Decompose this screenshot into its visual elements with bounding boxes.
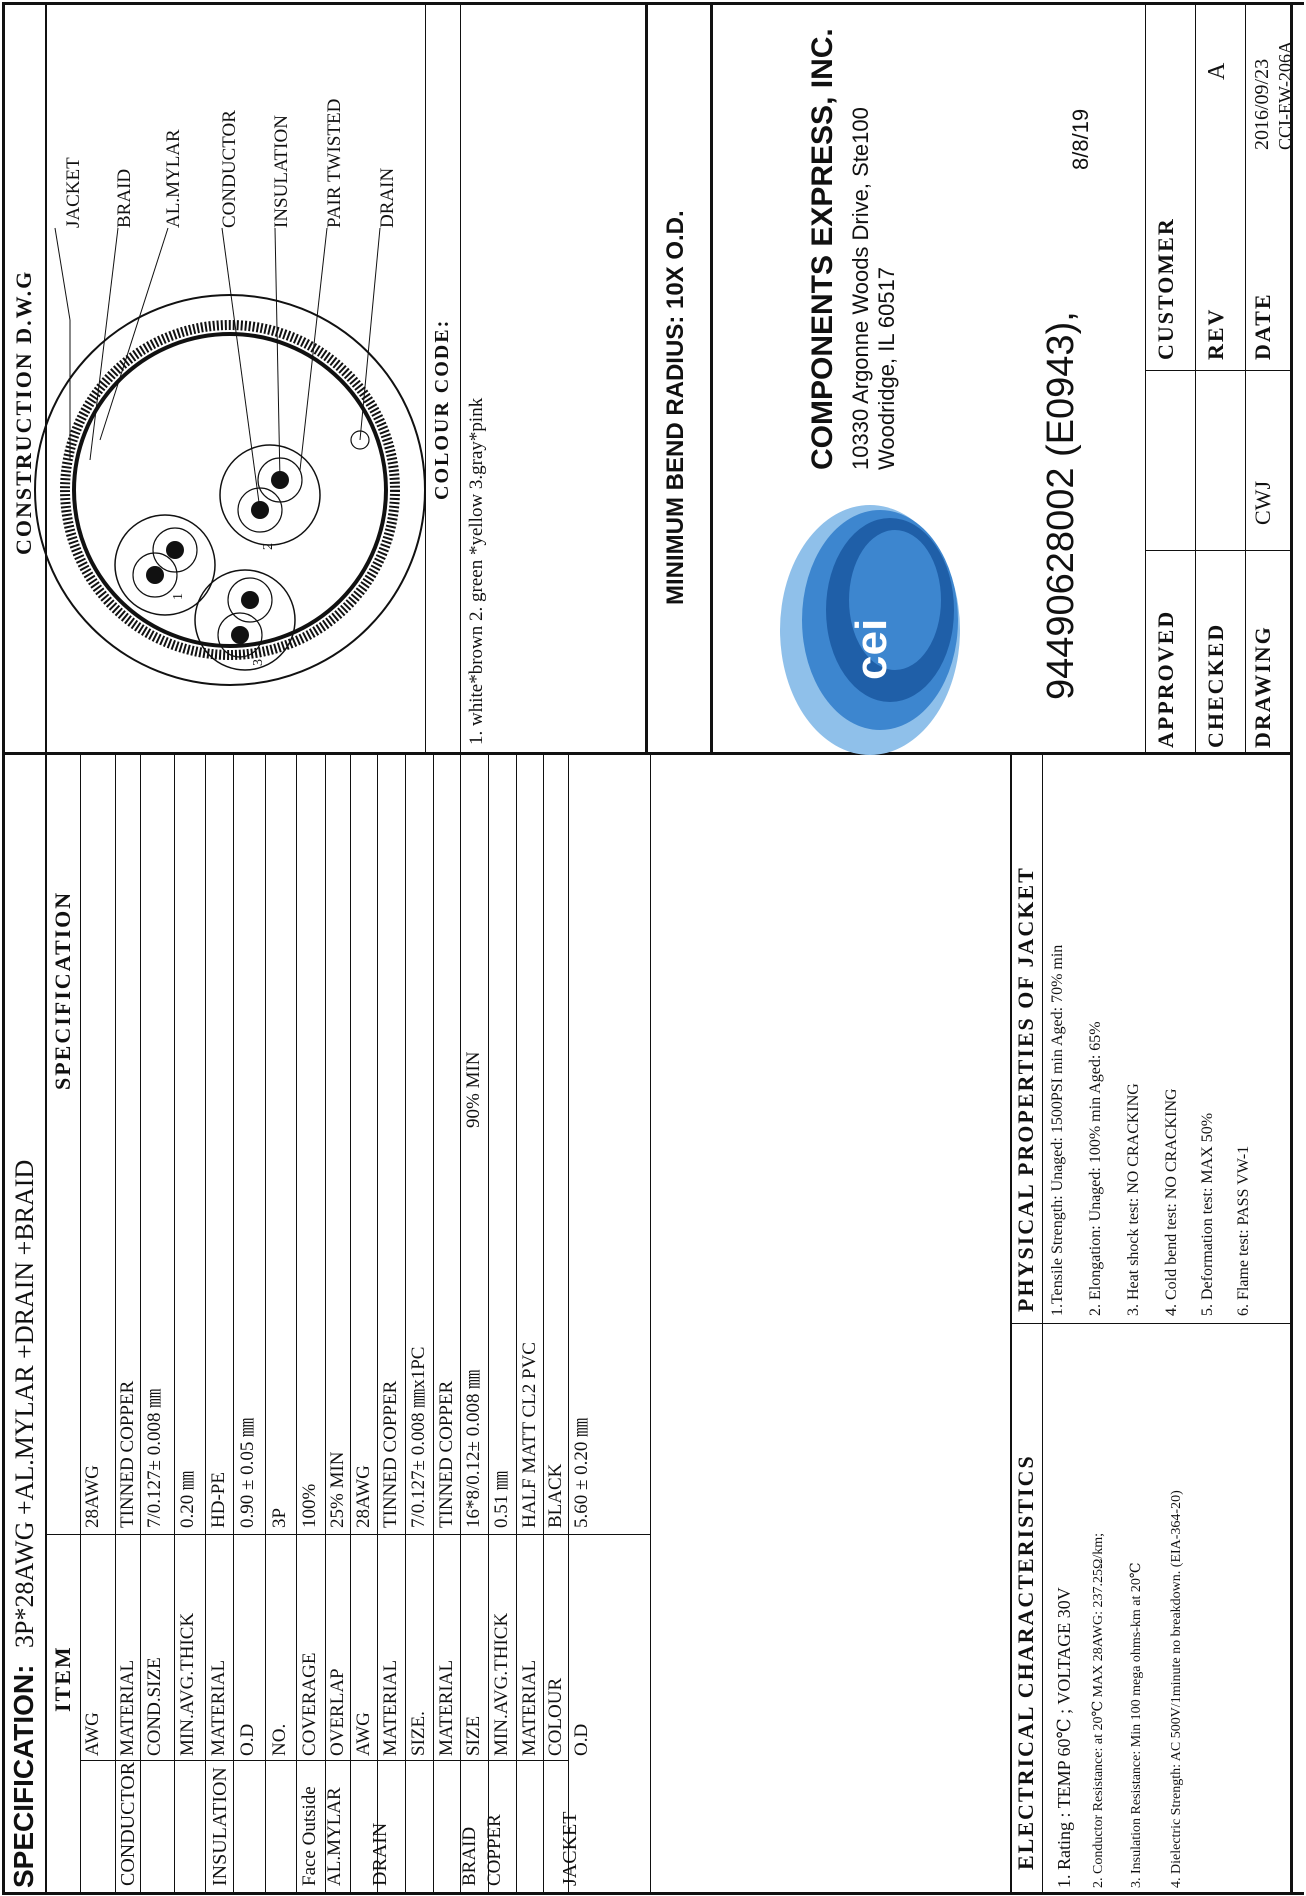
label-rev: REV (1203, 307, 1228, 360)
row-item: MIN.AVG.THICK (491, 1612, 512, 1756)
row-item: MATERIAL (117, 1659, 138, 1756)
row-item: AWG (82, 1712, 103, 1756)
col-spec: SPECIFICATION (50, 890, 75, 1090)
label-conductor: CONDUCTOR (219, 110, 240, 228)
row-value: HD-PE (208, 1472, 229, 1528)
construction-title: CONSTRUCTION D.W.G (11, 269, 36, 555)
drawing-number: CCI-EW-206A (1275, 41, 1295, 150)
row-item: OVERLAP (327, 1668, 348, 1756)
group-conductor: CONDUCTOR (117, 1761, 139, 1886)
electrical-line: 4. Dielectric Strength: AC 500V/1minute no breakdown. (EIA-364-20) (1169, 1490, 1184, 1888)
row-value: 0.51 ㎜ (491, 1470, 512, 1528)
label-insulation: INSULATION (271, 115, 292, 228)
physical-line: 2. Elongation: Unaged: 100% min Aged: 65% (1087, 1021, 1104, 1316)
group-copper: COPPER (484, 1814, 505, 1886)
group-face-outside: Face Outside (299, 1786, 320, 1886)
date-value: 2016/09/23 (1251, 58, 1273, 150)
label-approved: APPROVED (1153, 609, 1178, 748)
label-drain: DRAIN (377, 167, 398, 228)
title-block-line (1195, 2, 1196, 752)
spec-cable: 3P*28AWG +AL.MYLAR +DRAIN +BRAID (10, 1159, 39, 1648)
row-item: SIZE. (408, 1711, 429, 1756)
row-item: MATERIAL (208, 1659, 229, 1756)
title-block-line (1145, 550, 1290, 551)
row-item: MATERIAL (380, 1659, 401, 1756)
col-item: ITEM (50, 1645, 75, 1712)
row-value: HALF MATT CL2 PVC (519, 1342, 540, 1528)
row-value: 28AWG (353, 1465, 374, 1528)
row-item: MATERIAL (436, 1659, 457, 1756)
electrical-line: 2. Conductor Resistance: at 20℃ MAX 28AWG: 237.25Ω/km; (1091, 1532, 1106, 1888)
colour-code-title: COLOUR CODE: (431, 318, 453, 500)
row-value: TINNED COPPER (117, 1380, 138, 1528)
row-item: O.D (237, 1723, 258, 1756)
colour-code: 1. white*brown 2. green *yellow 3.gray*pink (466, 397, 487, 745)
company-address: 10330 Argonne Woods Drive, Ste100 (848, 107, 873, 470)
physical-line: 4. Cold bend test: NO CRACKING (1163, 1088, 1180, 1316)
title-block-line (1145, 2, 1146, 752)
row-value: BLACK (545, 1463, 566, 1528)
row-item: O.D (571, 1723, 592, 1756)
title-block-line (1145, 370, 1290, 371)
row-value: 25% MIN (327, 1451, 348, 1528)
row-value: 7/0.127± 0.008 ㎜ (144, 1388, 165, 1528)
electrical-title: ELECTRICAL CHARACTERISTICS (1013, 1454, 1038, 1870)
row-value: 3P (269, 1507, 290, 1528)
row-value: 0.20 ㎜ (177, 1470, 198, 1528)
physical-title: PHYSICAL PROPERTIES OF JACKET (1013, 866, 1038, 1312)
row-item: MIN.AVG.THICK (177, 1612, 198, 1756)
row-value: 5.60 ± 0.20 ㎜ (571, 1417, 592, 1528)
row-value: 0.90 ± 0.05 ㎜ (237, 1417, 258, 1528)
row-value: TINNED COPPER (436, 1380, 457, 1528)
row-item: SIZE (463, 1715, 484, 1756)
label-braid: BRAID (114, 168, 135, 228)
group-braid: BRAID (459, 1826, 480, 1886)
group-almylar: AL.MYLAR (324, 1787, 345, 1886)
row-item: COND.SIZE (144, 1657, 165, 1756)
row-value: 7/0.127± 0.008 ㎜x1PC (408, 1346, 429, 1528)
label-customer: CUSTOMER (1153, 217, 1178, 360)
pair-number: 3 (251, 659, 266, 666)
pair-number: 1 (171, 593, 186, 600)
rev-value: A (1204, 62, 1230, 80)
pair-number: 2 (261, 543, 276, 550)
row-item: COVERAGE (299, 1652, 320, 1756)
bend-radius: MINIMUM BEND RADIUS: 10X O.D. (662, 210, 689, 605)
row-extra: 90% MIN (463, 1051, 484, 1128)
drawing-value: CWJ (1250, 481, 1275, 525)
title-block-line (1245, 2, 1246, 752)
logo-text: cei (847, 618, 896, 680)
row-value: 16*8/0.12± 0.008 ㎜ (463, 1369, 484, 1528)
physical-line: 5. Deformation test: MAX 50% (1199, 1112, 1216, 1316)
label-almylar: AL.MYLAR (163, 129, 184, 228)
group-jacket: JACKET (559, 1811, 581, 1886)
row-item: COLOUR (545, 1677, 566, 1756)
label-drawing: DRAWING (1250, 625, 1275, 748)
row-value: 28AWG (82, 1465, 103, 1528)
company-name: COMPONENTS EXPRESS, INC. (806, 28, 839, 470)
group-drain: DRAIN (369, 1822, 391, 1886)
label-checked: CHECKED (1203, 622, 1228, 748)
row-value: 100% (299, 1483, 320, 1528)
physical-line: 6. Flame test: PASS VW-1 (1235, 1145, 1252, 1316)
date-note: 8/8/19 (1068, 108, 1093, 170)
group-insulation: INSULATION (209, 1767, 231, 1886)
electrical-line: 1. Rating : TEMP 60℃ ; VOLTAGE 30V (1054, 1587, 1074, 1888)
company-address: Woodridge, IL 60517 (874, 266, 899, 470)
row-item: MATERIAL (519, 1659, 540, 1756)
label-pair-twisted: PAIR TWISTED (324, 98, 345, 228)
electrical-line: 3. Insulation Resistance: Min 100 mega ohms-km at 20℃ (1129, 1562, 1144, 1888)
row-item: NO. (269, 1723, 290, 1756)
label-date: DATE (1250, 292, 1275, 360)
physical-line: 3. Heat shock test: NO CRACKING (1125, 1083, 1142, 1316)
row-value: TINNED COPPER (380, 1380, 401, 1528)
label-jacket: JACKET (63, 157, 84, 228)
row-item: AWG (353, 1712, 374, 1756)
physical-line: 1.Tensile Strength: Unaged: 1500PSI min Aged: 70% min (1049, 944, 1066, 1316)
part-number: 94490628002 (E0943), (1040, 311, 1082, 700)
spec-heading: SPECIFICATION: (8, 1664, 39, 1888)
